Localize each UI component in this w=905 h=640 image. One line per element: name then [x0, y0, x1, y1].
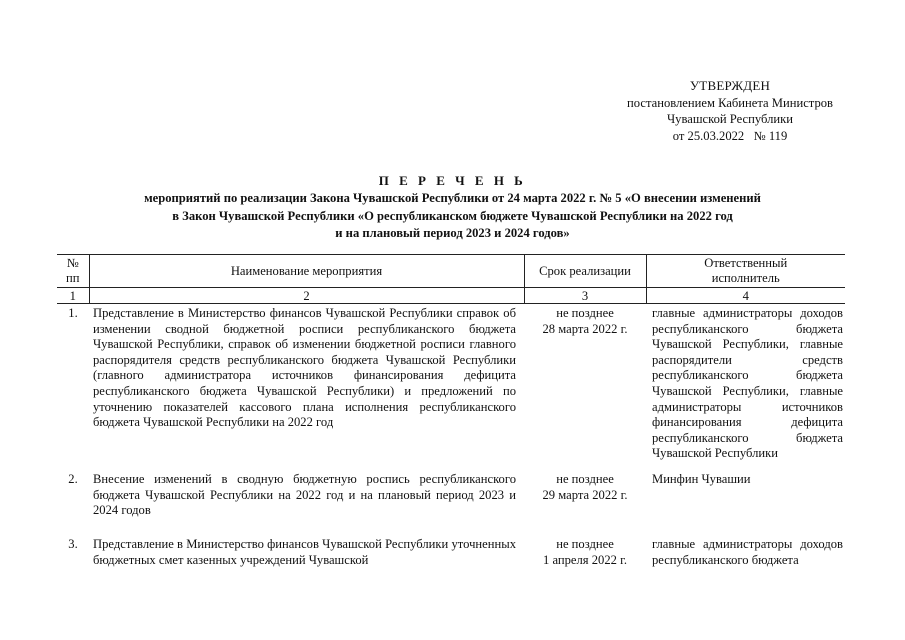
column-number: 1: [57, 288, 89, 304]
column-number: 4: [646, 288, 845, 304]
document-subtitle-line-1: мероприятий по реализации Закона Чувашской Республики от 24 марта 2022 г. № 5 «О внесении изменений: [144, 191, 761, 205]
approval-title: УТВЕРЖДЕН: [689, 78, 771, 93]
document-subtitle-line-3: и на плановый период 2023 и 2024 годов»: [335, 226, 570, 240]
header-term: Срок реализации: [524, 255, 646, 288]
table-row: [57, 537, 845, 571]
row-measure: Представление в Министерство финансов Чувашской Республики уточненных бюджетных смет казенных учреждений Чувашской: [93, 537, 516, 567]
row-number: 3.: [68, 537, 78, 551]
row-term-line-2: 29 марта 2022 г.: [542, 487, 628, 502]
row-executor: главные администраторы доходов республиканского бюджета Чувашской Республики, главные распорядители средств республиканского бюджета Чувашской Республики, главные администраторы источников финансирования дефицита республиканского бюджета Чувашской Республики: [652, 306, 843, 461]
document-heading: П Е Р Е Ч Е Н Ь: [378, 173, 527, 188]
row-term: [524, 304, 646, 473]
table-header-row: [57, 255, 845, 288]
row-number: 1.: [68, 306, 78, 320]
row-term: [524, 472, 646, 537]
table-row: [57, 472, 845, 537]
header-executor-line-1: Ответственный: [704, 256, 788, 270]
table-row: [57, 304, 845, 473]
header-name: Наименование мероприятия: [89, 255, 524, 288]
row-term-line-1: не позднее: [556, 537, 614, 551]
header-num-line-2: пп: [66, 271, 80, 285]
row-measure: Представление в Министерство финансов Чувашской Республики справок об изменении сводной бюджетной росписи республиканского бюджета Чувашской Республики, справок об изменении бюджетной росписи главного распорядителя средств республиканского бюджета Чувашской Республики (главного администратора источников финансирования дефицита республиканского бюджета Чувашской Республики) и предложений по уточнению показателей кассового плана исполнения республиканского бюджета Чувашской Республики на 2022 год: [93, 306, 516, 430]
header-executor: [646, 255, 845, 288]
header-num-line-1: №: [66, 256, 79, 270]
row-number: 2.: [68, 472, 78, 486]
column-numbers-row: [57, 288, 845, 304]
row-executor: главные администраторы доходов республиканского бюджета: [652, 537, 843, 567]
row-term-line-1: не позднее: [556, 306, 614, 320]
row-term-line-2: 28 марта 2022 г.: [542, 321, 628, 336]
approval-line-3: от 25.03.2022 № 119: [672, 128, 788, 143]
row-executor: Минфин Чувашии: [652, 472, 751, 486]
row-term-line-1: не позднее: [556, 472, 614, 486]
column-number: 2: [89, 288, 524, 304]
header-num: [57, 255, 89, 288]
row-measure: Внесение изменений в сводную бюджетную роспись республиканского бюджета Чувашской Республики на 2022 год и на плановый период 2023 и 2024 годов: [93, 472, 516, 518]
row-term-line-2: 1 апреля 2022 г.: [543, 552, 627, 567]
document-title-block: [60, 172, 845, 243]
row-term: [524, 537, 646, 571]
approval-line-2: Чувашской Республики: [667, 112, 793, 126]
measures-table: [57, 254, 845, 571]
approval-line-1: постановлением Кабинета Министров: [627, 95, 833, 110]
document-subtitle-line-2: в Закон Чувашской Республики «О республиканском бюджете Чувашской Республики на 2022 год: [172, 208, 733, 223]
header-executor-line-2: исполнитель: [711, 271, 780, 285]
approval-stamp: [600, 78, 860, 144]
column-number: 3: [524, 288, 646, 304]
